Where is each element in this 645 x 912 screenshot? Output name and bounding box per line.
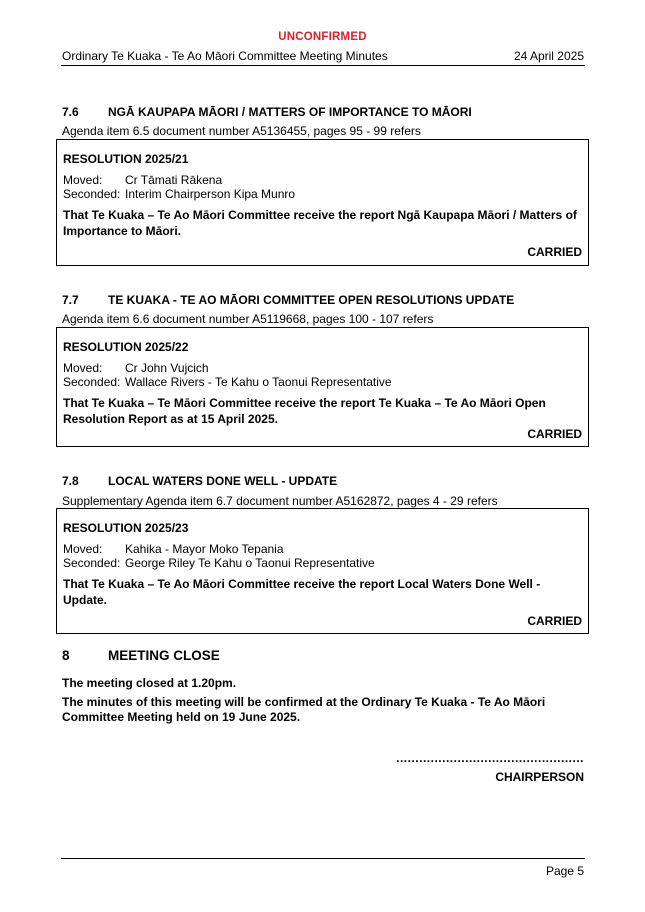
resolution-text bbox=[63, 395, 583, 427]
section-heading-7-8 bbox=[62, 474, 337, 488]
section-heading-7-7 bbox=[62, 293, 514, 307]
resolution-text-line: Resolution Report as at 15 April 2025. bbox=[63, 412, 278, 426]
unconfirmed-stamp: UNCONFIRMED bbox=[278, 31, 367, 43]
seconded-line bbox=[63, 375, 392, 389]
resolution-text-line: Update. bbox=[63, 593, 108, 607]
signature-label: CHAIRPERSON bbox=[495, 770, 584, 784]
resolution-text bbox=[63, 576, 583, 608]
section-title: NGĀ KAUPAPA MĀORI / MATTERS OF IMPORTANCE TO MĀORI bbox=[108, 105, 472, 119]
resolution-box-2025-22 bbox=[56, 327, 589, 447]
page-number: Page 5 bbox=[545, 864, 584, 878]
seconded-label: Seconded: bbox=[63, 556, 121, 570]
section-title: MEETING CLOSE bbox=[108, 648, 220, 663]
carried-label: CARRIED bbox=[527, 427, 582, 441]
moved-label: Moved: bbox=[63, 361, 103, 375]
resolution-title: RESOLUTION 2025/23 bbox=[63, 521, 189, 535]
minutes-text-line: Committee Meeting held on 19 June 2025. bbox=[62, 710, 301, 724]
seconded-line bbox=[63, 187, 295, 201]
resolution-box-2025-23 bbox=[56, 508, 589, 634]
section-reference: Supplementary Agenda item 6.7 document number A5162872, pages 4 - 29 refers bbox=[62, 494, 498, 508]
seconded-label: Seconded: bbox=[63, 187, 121, 201]
seconded-by: Wallace Rivers - Te Kahu o Taonui Representative bbox=[125, 375, 392, 389]
section-number: 7.8 bbox=[62, 474, 79, 488]
resolution-text bbox=[63, 207, 583, 239]
moved-by: Kahika - Mayor Moko Tepania bbox=[125, 542, 284, 556]
moved-by: Cr John Vujcich bbox=[125, 361, 209, 375]
header-divider bbox=[61, 65, 585, 66]
document-title: Ordinary Te Kuaka - Te Ao Māori Committee Meeting Minutes bbox=[62, 49, 388, 63]
resolution-text-line: That Te Kuaka – Te Ao Māori Committee receive the report Ngā Kaupapa Māori / Matters of bbox=[63, 208, 577, 222]
moved-line bbox=[63, 173, 222, 187]
section-title: TE KUAKA - TE AO MĀORI COMMITTEE OPEN RESOLUTIONS UPDATE bbox=[108, 293, 515, 307]
section-number: 7.6 bbox=[62, 105, 79, 119]
meeting-closed-text: The meeting closed at 1.20pm. bbox=[62, 676, 237, 690]
section-number: 8 bbox=[62, 648, 70, 663]
seconded-by: George Riley Te Kahu o Taonui Representative bbox=[125, 556, 375, 570]
resolution-text-line: Importance to Māori. bbox=[63, 224, 182, 238]
resolution-text-line: That Te Kuaka – Te Māori Committee receive the report Te Kuaka – Te Ao Māori Open bbox=[63, 396, 546, 410]
section-heading-7-6 bbox=[62, 105, 472, 119]
document-date: 24 April 2025 bbox=[513, 49, 584, 63]
carried-label: CARRIED bbox=[527, 614, 582, 628]
minutes-text-line: The minutes of this meeting will be confirmed at the Ordinary Te Kuaka - Te Ao Māori bbox=[62, 695, 546, 709]
resolution-title: RESOLUTION 2025/21 bbox=[63, 152, 189, 166]
footer-divider bbox=[61, 858, 585, 859]
minutes-confirmation-text bbox=[62, 695, 584, 725]
moved-label: Moved: bbox=[63, 173, 103, 187]
section-reference: Agenda item 6.6 document number A5119668, pages 100 - 107 refers bbox=[62, 312, 434, 326]
seconded-line bbox=[63, 556, 375, 570]
resolution-title: RESOLUTION 2025/22 bbox=[63, 340, 189, 354]
carried-label: CARRIED bbox=[527, 245, 582, 259]
signature-line: ................................................. bbox=[396, 751, 584, 765]
moved-label: Moved: bbox=[63, 542, 103, 556]
seconded-label: Seconded: bbox=[63, 375, 121, 389]
moved-by: Cr Tāmati Rākena bbox=[125, 173, 223, 187]
resolution-text-line: That Te Kuaka – Te Ao Māori Committee receive the report Local Waters Done Well - bbox=[63, 577, 541, 591]
section-reference: Agenda item 6.5 document number A5136455, pages 95 - 99 refers bbox=[62, 124, 421, 138]
seconded-by: Interim Chairperson Kipa Munro bbox=[125, 187, 296, 201]
resolution-box-2025-21 bbox=[56, 139, 589, 266]
section-title: LOCAL WATERS DONE WELL - UPDATE bbox=[108, 474, 338, 488]
section-heading-8 bbox=[62, 648, 220, 663]
section-number: 7.7 bbox=[62, 293, 79, 307]
moved-line bbox=[63, 361, 209, 375]
moved-line bbox=[63, 542, 284, 556]
